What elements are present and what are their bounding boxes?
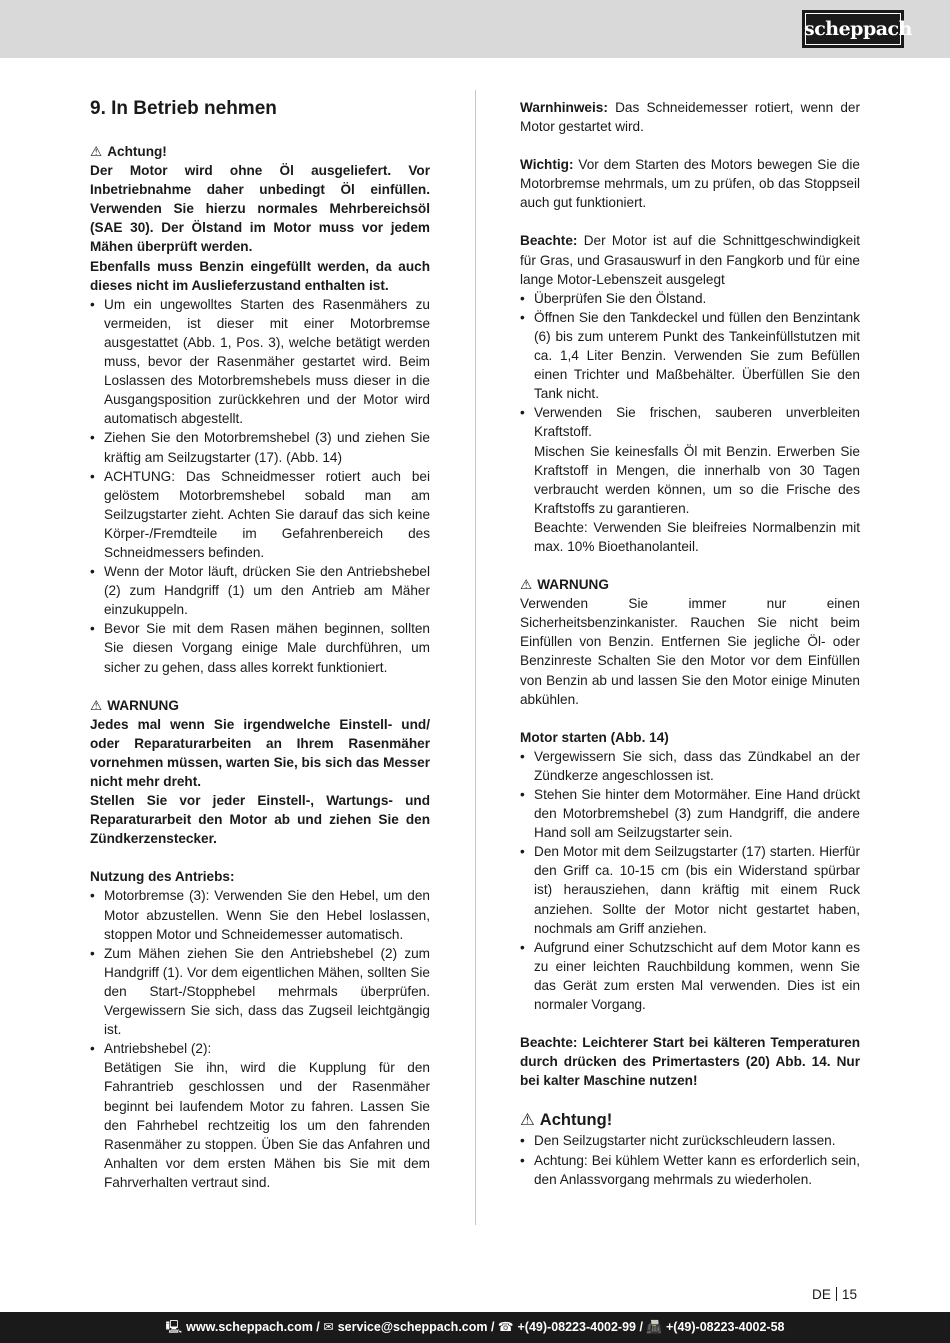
section-heading: 9. In Betrieb nehmen: [90, 98, 277, 119]
warning-triangle-icon: ⚠: [520, 1111, 535, 1130]
header-bar: [0, 0, 950, 58]
list-item: • Achtung: Bei kühlem Wetter kann es erforderlich sein, den Anlassvorgang mehrmals zu wiederholen.: [520, 1151, 860, 1189]
start-instructions-list: [90, 295, 430, 677]
list-item: [90, 1039, 430, 1192]
motor-start-title: Motor starten (Abb. 14): [520, 729, 669, 745]
list-item: • Überprüfen Sie den Ölstand.: [520, 289, 860, 308]
wichtig: Wichtig: Vor dem Starten des Motors bewegen Sie die Motorbremse mehrmals, um zu prüfen, ob das Stoppseil auch gut funktioniert.: [520, 157, 860, 211]
warnung-text-2: Stellen Sie vor jeder Einstell-, Wartungs- und Reparaturarbeit den Motor ab und ziehen Sie den Zündkerzenstecker.: [90, 793, 430, 847]
list-item: • Den Seilzugstarter nicht zurückschleudern lassen.: [520, 1131, 860, 1150]
phone-icon: ☎: [497, 1320, 514, 1334]
right-column: [520, 98, 860, 1189]
list-item: • Stehen Sie hinter dem Motormäher. Eine Hand drückt den Motorbremshebel (3) zum Handgriff, die andere Hand soll am Seilzugstarter sein.: [520, 785, 860, 842]
antrieb-title: Nutzung des Antriebs:: [90, 869, 235, 885]
footer-website[interactable]: www.scheppach.com: [186, 1320, 313, 1334]
list-item: • Motorbremse (3): Verwenden Sie den Hebel, um den Motor abzustellen. Wenn Sie den Hebel loslassen, stoppen Motor und Schneidemesser automatisch.: [90, 886, 430, 943]
antrieb-list: [90, 886, 430, 1192]
footer-bar: 🖳 www.scheppach.com / ✉ service@scheppach.com / ☎ +(49)-08223-4002-99 / 📠 +(49)-08223-4002-58: [0, 1312, 950, 1343]
list-item: • Ziehen Sie den Motorbremshebel (3) und ziehen Sie kräftig am Seilzugstarter (17). (Abb. 14): [90, 428, 430, 466]
list-item: • Wenn der Motor läuft, drücken Sie den Antriebshebel (2) zum Handgriff (1) um den Antrieb am Mäher einzukuppeln.: [90, 562, 430, 619]
motor-start-list: [520, 747, 860, 1014]
list-item: • Den Motor mit dem Seilzugstarter (17) starten. Hierfür den Griff ca. 10-15 cm (bis ein Widerstand spürbar ist) herausziehen, dann kräftig mit einem Ruck anziehen. Sollte der Motor nicht gestartet haben, nochmals am Griff anziehen.: [520, 842, 860, 937]
footer-email[interactable]: service@scheppach.com: [337, 1320, 488, 1334]
fuel-list: [520, 289, 860, 556]
brand-logo: scheppach: [802, 10, 904, 48]
warnung-title: ⚠ WARNUNG: [520, 575, 860, 594]
warnung-text-1: Jedes mal wenn Sie irgendwelche Einstell- und/ oder Reparaturarbeiten an Ihrem Rasenmäher vornehmen müssen, warten Sie, bis sich das Messer nicht mehr dreht.: [90, 716, 430, 789]
achtung-title: ⚠ Achtung!: [90, 142, 430, 161]
column-divider: [475, 90, 476, 1225]
list-item: • Um ein ungewolltes Starten des Rasenmähers zu vermeiden, ist dieser mit einer Motorbremse ausgestattet (Abb. 1, Pos. 3), welche betätigt werden muss, bevor der Rasenmäher gestartet wird. Beim Loslassen des Motorbremshebels muss dieser in die Ausgangsposition zurückkehren und der Motor wird automatisch abgestellt.: [90, 295, 430, 429]
primer-notice: Beachte: Leichterer Start bei kälteren Temperaturen durch drücken des Primertasters (20) Abb. 14. Nur bei kalter Maschine nutzen!: [520, 1035, 860, 1089]
list-item-head: Antriebshebel (2):: [104, 1041, 212, 1057]
achtung-big-title: ⚠ Achtung!: [520, 1111, 613, 1130]
fuel-sub-2: Beachte: Verwenden Sie bleifreies Normalbenzin mit max. 10% Bioethanolanteil.: [534, 519, 860, 554]
beachte-motor: Beachte: Der Motor ist auf die Schnittgeschwindigkeit für Gras, und Grasauswurf in den Fangkorb und für eine lange Motor-Lebenszeit ausgelegt: [520, 233, 860, 287]
list-item: • Vergewissern Sie sich, dass das Zündkabel an der Zündkerze angeschlossen ist.: [520, 747, 860, 785]
fax-icon: 📠: [646, 1320, 662, 1334]
list-item: • Aufgrund einer Schutzschicht auf dem Motor kann es zu einer leichten Rauchbildung kommen, wenn Sie das Gerät zum ersten Mal verwenden. Dies ist ein normaler Vorgang.: [520, 938, 860, 1014]
list-item-body: Betätigen Sie ihn, wird die Kupplung für den Fahrantrieb geschlossen und der Rasenmäher beginnt bei laufendem Motor zu fahren. Lassen Sie den Fahrhebel rechtzeitig los um den fahrenden Rasenmäher zu stoppen. Üben Sie das Anfahren und Anhalten vor dem ersten Mähen bis Sie mit dem Fahrverhalten vertraut sind.: [104, 1060, 430, 1190]
computer-icon: 🖳: [165, 1320, 183, 1334]
list-item: • Verwenden Sie frischen, sauberen unverbleiten Kraftstoff. Mischen Sie keinesfalls Öl mit Benzin. Erwerben Sie Kraftstoff in Mengen, die innerhalb von 30 Tagen verbraucht werden können, um so die Frische des Kraftstoffs zu garantieren. Beachte: Verwenden Sie bleifreies Normalbenzin mit max. 10% Bioethanolanteil.: [520, 403, 860, 556]
list-item: • ACHTUNG: Das Schneidmesser rotiert auch bei gelöstem Motorbremshebel sobald man am Seilzugstarter zieht. Achten Sie darauf das sich keine Körper-/Fremdteile im Gefahrenbereich des Schneidmessers befinden.: [90, 467, 430, 562]
left-column: [90, 98, 430, 1192]
warning-triangle-icon: ⚠: [90, 697, 103, 713]
oil-notice: Der Motor wird ohne Öl ausgeliefert. Vor Inbetriebnahme daher unbedingt Öl einfüllen. Verwenden Sie hierzu normales Mehrbereichsöl (SAE 30). Der Ölstand im Motor muss vor jedem Mähen überprüft werden.: [90, 163, 430, 255]
email-icon: ✉: [323, 1320, 334, 1334]
warning-triangle-icon: ⚠: [90, 144, 103, 159]
page-number: DE 15: [812, 1287, 858, 1302]
list-item: • Zum Mähen ziehen Sie den Antriebshebel (2) zum Handgriff (1). Vor dem eigentlichen Mähen, sollten Sie den Start-/Stopphebel mehrmals überprüfen. Vergewissern Sie sich, dass das Zugseil leichtgängig ist.: [90, 944, 430, 1039]
footer-phone[interactable]: +(49)-08223-4002-99: [517, 1320, 636, 1334]
fuel-notice: Ebenfalls muss Benzin eingefüllt werden, da auch dieses nicht im Auslieferzustand enthalten ist.: [90, 258, 430, 293]
warning-triangle-icon: ⚠: [520, 577, 533, 593]
warnung-title: ⚠ WARNUNG: [90, 696, 430, 715]
footer-fax[interactable]: +(49)-08223-4002-58: [666, 1320, 785, 1334]
warnung-text: Verwenden Sie immer nur einen Sicherheitsbenzinkanister. Rauchen Sie nicht beim Einfüllen von Benzin. Entfernen Sie jegliche Öl- oder Benzinreste Schalten Sie den Motor vor dem Einfüllen von Benzin ab und lassen Sie den Motor einige Minuten abkühlen.: [520, 596, 860, 707]
warnhinweis: Warnhinweis: Das Schneidemesser rotiert, wenn der Motor gestartet wird.: [520, 100, 860, 135]
fuel-sub-1: Mischen Sie keinesfalls Öl mit Benzin. Erwerben Sie Kraftstoff in Mengen, die innerhalb von 30 Tagen verbraucht werden können, um so die Frische des Kraftstoffs zu garantieren.: [534, 443, 860, 516]
achtung-list: [520, 1131, 860, 1188]
list-item: • Bevor Sie mit dem Rasen mähen beginnen, sollten Sie diesen Vorgang einige Male durchführen, um sicher zu gehen, dass alles korrekt funktioniert.: [90, 619, 430, 676]
list-item: • Öffnen Sie den Tankdeckel und füllen den Benzintank (6) bis zum unterem Punkt des Tankeinfüllstutzen mit ca. 1,4 Liter Benzin. Verwenden Sie zum Befüllen einen Trichter und Maßbehälter. Überfüllen Sie den Tank nicht.: [520, 308, 860, 403]
